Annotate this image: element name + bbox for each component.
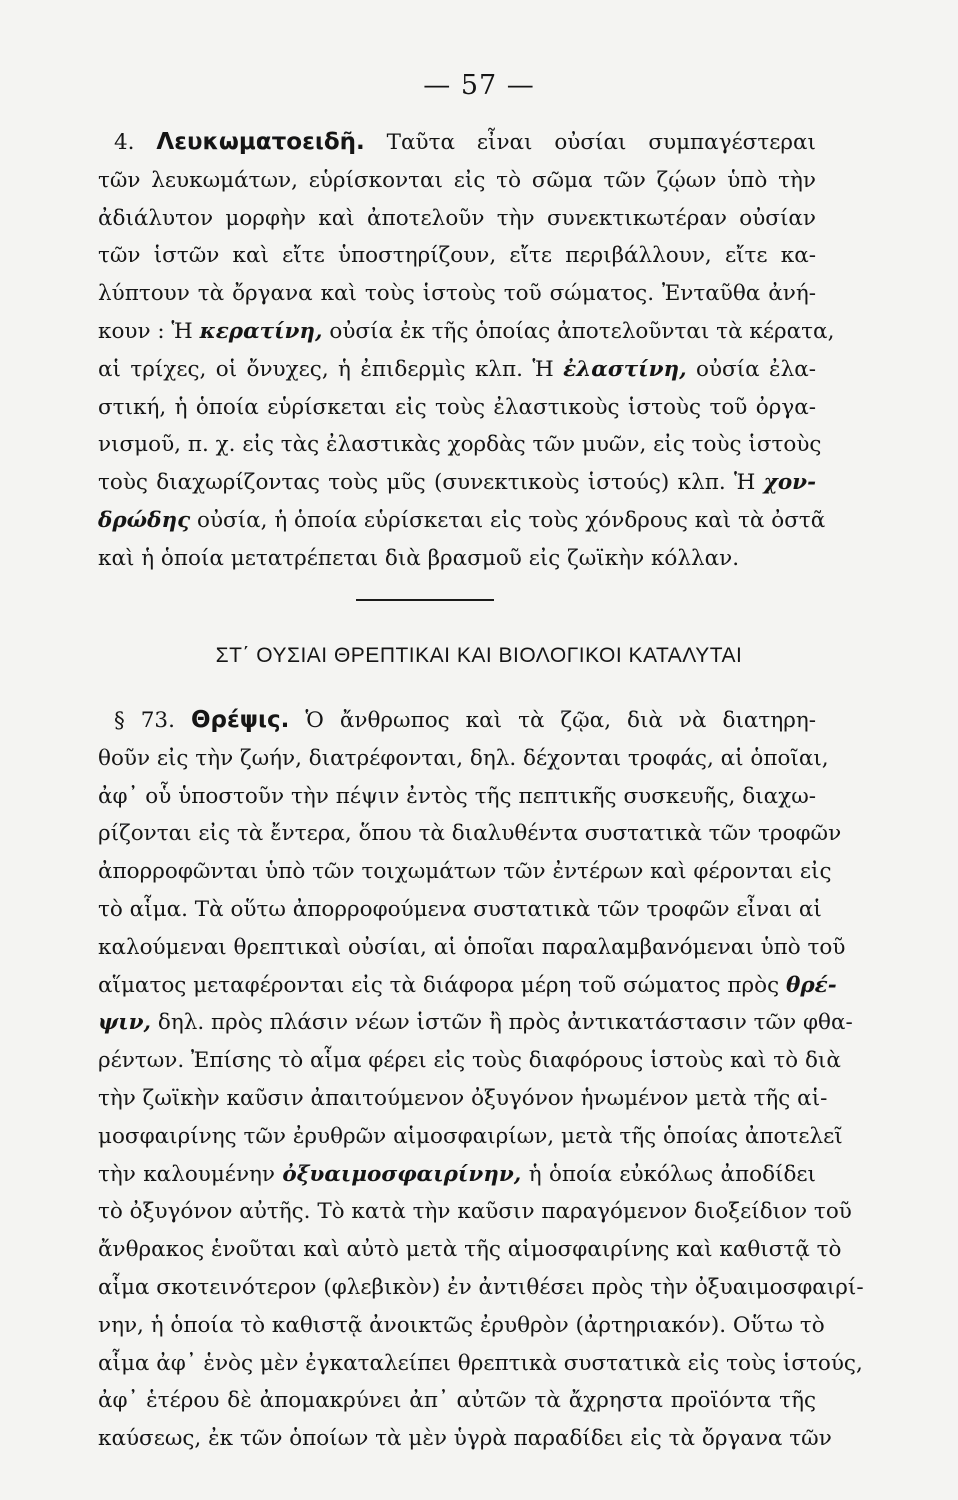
line-text: οὐσία ἐλα- (686, 356, 816, 382)
line-text: νισμοῦ, π. χ. εἰς τὰς ἐλαστικὰς χορδὰς τῶν μυῶν, εἰς τοὺς ἱστοὺς (98, 432, 822, 458)
line-text: τὴν ζωϊκὴν καῦσιν ἀπαιτούμενον ὀξυγόνον ἡνωμένον μετὰ τῆς αἱ- (98, 1085, 828, 1111)
text-line (98, 1193, 852, 1231)
section-divider (356, 599, 494, 601)
line-text: τὸ ὀξυγόνον αὐτῆς. Τὸ κατὰ τὴν καῦσιν παραγόμενον διοξείδιον τοῦ (98, 1199, 852, 1225)
text-line (98, 702, 816, 740)
text-line (98, 1004, 853, 1042)
text-line (98, 540, 816, 578)
text-line (98, 313, 835, 351)
line-text: ἄνθρακος ἑνοῦται καὶ αὐτὸ μετὰ τῆς αἱμοσφαιρίνης καὶ καθιστᾷ τὸ (98, 1237, 842, 1263)
text-line (98, 1231, 842, 1269)
line-text: καύσεως, ἐκ τῶν ὁποίων τὰ μὲν ὑγρὰ παραδίδει εἰς τὰ ὄργανα τῶν (98, 1426, 832, 1452)
text-line (98, 389, 816, 427)
text-line (98, 815, 842, 853)
line-text: δηλ. πρὸς πλάσιν νέων ἱστῶν ἢ πρὸς ἀντικατάστασιν τῶν φθα- (151, 1010, 853, 1036)
line-text: αἵματος μεταφέρονται εἰς τὰ διάφορα μέρη τοῦ σώματος πρὸς (98, 972, 786, 998)
text-line (98, 967, 837, 1005)
section-heading: Θρέψις. (190, 707, 290, 733)
line-text: αἷμα ἀφ᾽ ἑνὸς μὲν ἐγκαταλείπει θρεπτικὰ συστατικὰ εἰς τοὺς ἱστούς, (98, 1350, 863, 1376)
text-line (98, 891, 822, 929)
paragraph-nutrition (98, 702, 864, 1458)
text-line (98, 237, 816, 275)
text-line (98, 351, 816, 389)
line-text: νην, ἡ ὁποία τὸ καθιστᾷ ἀνοικτῶς ἐρυθρὸν (ἀρτηριακόν). Οὕτω τὸ (98, 1312, 825, 1338)
line-text: αἱ τρίχες, οἱ ὄνυχες, ἡ ἐπιδερμὶς κλπ. Ἡ (98, 356, 564, 382)
section-heading: Λευκωματοειδῆ. (156, 129, 365, 155)
line-text: κουν : Ἡ (98, 318, 200, 344)
line-text: οὐσία, ἡ ὁποία εὑρίσκεται εἰς τοὺς χόνδρους καὶ τὰ ὀστᾶ (190, 507, 826, 533)
text-line (98, 1382, 816, 1420)
emphasized-term: θρέ- (786, 972, 837, 998)
text-line (98, 200, 816, 238)
line-text: τοὺς διαχωρίζοντας τοὺς μῦς (συνεκτικοὺς ἱστούς) κλπ. Ἡ (98, 470, 764, 496)
line-text: Ταῦτα εἶναι οὐσίαι συμπαγέστεραι (364, 130, 816, 155)
text-line (98, 740, 829, 778)
line-text: αἷμα σκοτεινότερον (φλεβικὸν) ἐν ἀντιθέσει πρὸς τὴν ὀξυαιμοσφαιρί- (98, 1274, 864, 1300)
line-text: ἀφ᾽ οὗ ὑποστοῦν τὴν πέψιν ἐντὸς τῆς πεπτικῆς συσκευῆς, διαχω- (98, 783, 816, 809)
line-text: ἀφ᾽ ἑτέρου δὲ ἀπομακρύνει ἀπ᾽ αὐτῶν τὰ ἄχρηστα προϊόντα τῆς (98, 1388, 816, 1414)
text-line (98, 1080, 828, 1118)
text-line (98, 929, 846, 967)
line-text: λύπτουν τὰ ὄργανα καὶ τοὺς ἱστοὺς τοῦ σώματος. Ἐνταῦθα ἀνή- (98, 281, 816, 307)
line-text: στική, ἡ ὁποία εὑρίσκεται εἰς τοὺς ἐλαστικοὺς ἱστοὺς τοῦ ὀργα- (98, 394, 816, 420)
text-line (98, 275, 816, 313)
text-line (98, 464, 816, 502)
text-line (98, 162, 816, 200)
line-text: θοῦν εἰς τὴν ζωήν, διατρέφονται, δηλ. δέχονται τροφάς, αἱ ὁποῖαι, (98, 745, 829, 771)
emphasized-term: χον- (763, 470, 816, 496)
emphasized-term: ψιν, (98, 1010, 152, 1036)
text-line (98, 502, 826, 540)
section-title: ΣΤ΄ ΟΥΣΙΑΙ ΘΡΕΠΤΙΚΑΙ ΚΑΙ ΒΙΟΛΟΓΙΚΟΙ ΚΑΤΑΛΥΤΑΙ (215, 644, 743, 667)
emphasized-term: δρώδης (98, 507, 191, 533)
section-number: 4. (114, 130, 157, 155)
text-line (98, 426, 822, 464)
text-line (98, 778, 816, 816)
line-text: ρίζονται εἰς τὰ ἔντερα, ὅπου τὰ διαλυθέντα συστατικὰ τῶν τροφῶν (98, 821, 842, 847)
text-line (98, 853, 832, 891)
line-text: καὶ ἡ ὁποία μετατρέπεται διὰ βρασμοῦ εἰς ζωϊκὴν κόλλαν. (98, 545, 740, 571)
emphasized-term: ἐλαστίνη, (563, 356, 687, 382)
text-line (98, 1269, 864, 1307)
line-text: τῶν λευκωμάτων, εὑρίσκονται εἰς τὸ σῶμα τῶν ζῴων ὑπὸ τὴν (98, 167, 816, 193)
paragraph-albuminoids (98, 124, 835, 578)
section-number: § 73. (114, 708, 191, 733)
emphasized-term: κερατίνη, (199, 318, 323, 344)
line-text: ἡ ὁποία εὐκόλως ἀποδίδει (521, 1161, 816, 1187)
line-text: Ὁ ἄνθρωπος καὶ τὰ ζῷα, διὰ νὰ διατηρη- (289, 708, 816, 733)
line-text: τῶν ἱστῶν καὶ εἴτε ὑποστηρίζουν, εἴτε περιβάλλουν, εἴτε κα- (98, 243, 816, 269)
text-line (98, 1345, 863, 1383)
text-line (98, 1118, 843, 1156)
line-text: οὐσία ἐκ τῆς ὁποίας ἀποτελοῦνται τὰ κέρατα, (322, 318, 835, 344)
line-text: καλούμεναι θρεπτικαὶ οὐσίαι, αἱ ὁποῖαι παραλαμβανόμεναι ὑπὸ τοῦ (98, 934, 846, 960)
line-text: τὸ αἷμα. Τὰ οὕτω ἀπορροφούμενα συστατικὰ τῶν τροφῶν εἶναι αἱ (98, 896, 822, 922)
line-text: ἀδιάλυτον μορφὴν καὶ ἀποτελοῦν τὴν συνεκτικωτέραν οὐσίαν (98, 205, 816, 231)
line-text: τὴν καλουμένην (98, 1161, 283, 1187)
text-line (98, 1156, 816, 1194)
text-line (98, 1420, 832, 1458)
line-text: ἀπορροφῶνται ὑπὸ τῶν τοιχωμάτων τῶν ἐντέρων καὶ φέρονται εἰς (98, 859, 832, 885)
text-line (98, 124, 816, 162)
line-text: ρέντων. Ἐπίσης τὸ αἷμα φέρει εἰς τοὺς διαφόρους ἱστοὺς καὶ τὸ διὰ (98, 1048, 841, 1074)
text-line (98, 1307, 825, 1345)
emphasized-term: ὀξυαιμοσφαιρίνην, (282, 1161, 522, 1187)
text-line (98, 1042, 841, 1080)
page-number: — 57 — (423, 70, 535, 101)
line-text: μοσφαιρίνης τῶν ἐρυθρῶν αἱμοσφαιρίων, μετὰ τῆς ὁποίας ἀποτελεῖ (98, 1123, 843, 1149)
